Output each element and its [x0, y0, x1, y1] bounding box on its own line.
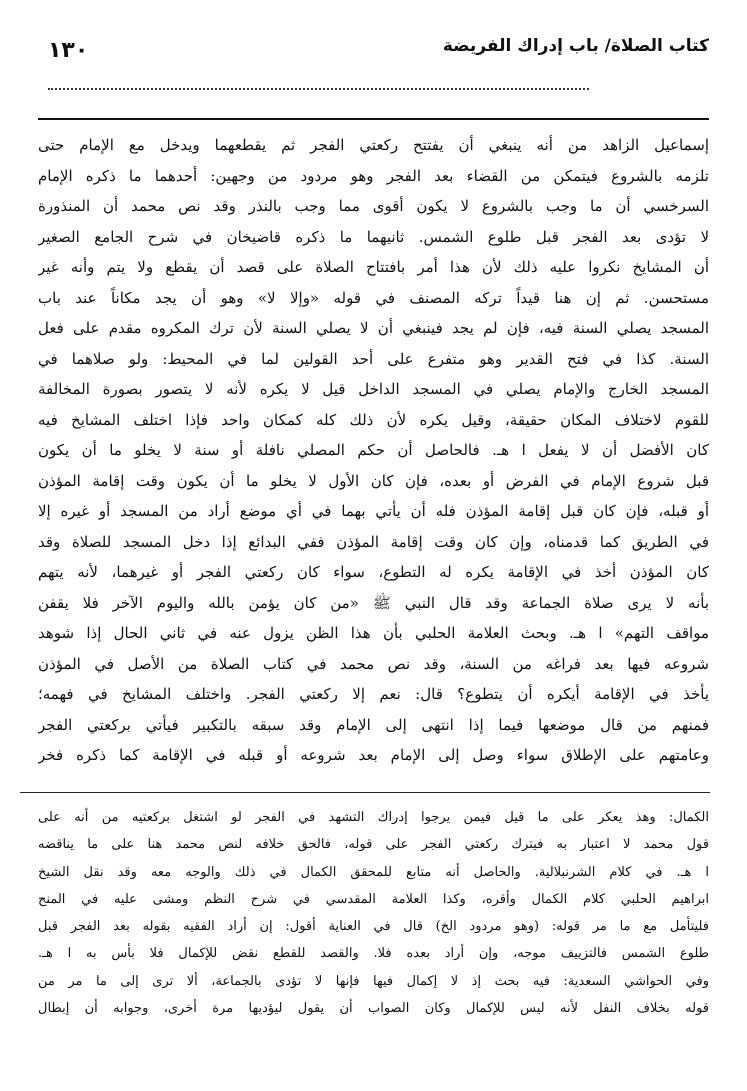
main-text-line: قبل شروع الإمام في الفرض أو بعده، فإن كان الأول لا يخلو ما أن يكون وقت إقامة المؤذن: [38, 471, 709, 490]
footnote-separator: [20, 792, 710, 793]
main-text-line: مستحسن. ثم إن هنا قيداً تركه المصنف في قوله «وإلا لا» وهو أن يجد مكاناً عند باب: [38, 288, 709, 307]
footnotes-section: [38, 804, 709, 1022]
main-text-line: تلزمه بالشروع فيتمكن من القضاء بعد الفجر وهو مردود من وجهين: أحدهما ما ذكره الإمام: [38, 166, 709, 185]
footnote-line: طلوع الشمس فالتزييف موجه، وإن أراد بعده فلا. والقصد للقطع نقض للإكمال فلا بأس به ا هـ.: [38, 946, 709, 962]
main-text-line: بأنه لا يرى صلاة الجماعة وقد قال النبي ﷺ «من كان يؤمن بالله واليوم الآخر فلا يقفن: [38, 593, 709, 612]
main-text-line: في الطريق كما قدمناه، وإن كان وقت إقامة المؤذن ففي البدائع إذا دخل المسجد للصلاة وقد: [38, 532, 709, 551]
main-text-line: للقوم لاختلاف المكان حقيقة، وقيل يكره لأن ذلك كله كمكان واحد فإذا اختلف المشايخ فيه: [38, 410, 709, 429]
dotted-separator: [48, 88, 589, 90]
main-text-line: إسماعيل الزاهد من أنه ينبغي أن يفتتح ركعتي الفجر ثم يقطعهما ويدخل مع الإمام حتى: [38, 136, 709, 154]
footnote-line: الكمال: وهذ يعكر على ما قيل فيمن يرجوا إدراك التشهد في الفجر لو اشتغل بركعتيه من أنه على: [38, 810, 709, 825]
page-number: ١٣٠: [48, 38, 89, 63]
main-text-line: كان الأفضل أن لا يفعل ا هـ. فالحاصل أن حكم المصلي نافلة أو سنة لا يخلو ما أن يكون: [38, 441, 709, 459]
main-text-line: وعامتهم على الإطلاق سواء وصل إلى الإمام بعد شروعه أو قبله في الإقامة كما ذكره فخر: [38, 746, 709, 764]
main-text-line: شروعه فيها بعد فراغه من السنة، وقد نص محمد في كتاب الصلاة من الأصل في المؤذن: [38, 654, 709, 673]
main-text-line: مواقف التهم» ا هـ. وبحث العلامة الحلبي بأن هذا الظن يزول عنه في ثاني الحال إذا شوهد: [38, 624, 709, 642]
footnote-line: فليتأمل مع ما مر قوله: (وهو مردود الخ) قال في العناية أقول: إن أراد الفقيه بقوله بعد الفجر قبل: [38, 919, 709, 935]
main-text-line: لا تؤدى بعد الفجر قبل طلوع الشمس. ثانيهما ما ذكره قاضيخان في شرح الجامع الصغير: [38, 227, 709, 246]
main-text-line: أو قبله، فإن كان قبل إقامة المؤذن فله أن يأتي بهما في أي موضع أراد من المسجد أو غيره إلا: [38, 502, 709, 520]
main-text-line: كان المؤذن أخذ في الإقامة يكره له التطوع، سواء كان ركعتي الفجر أو غيرهما، لأنه يتهم: [38, 563, 709, 581]
footnote-line: وفي الحواشي السعدية: فيه بحث إذ لا إكمال فيها فإنها لا تؤدى بالجماعة، ألا ترى إلى ما مر من: [38, 973, 709, 989]
main-text-line: المسجد يصلي السنة فيه، فإن لم يجد فينبغي أن لا يصلي السنة لأن ترك المكروه مقدم على فعل: [38, 319, 709, 337]
main-text-line: أن المشايخ نكروا عليه ذلك لأن هذا أمر بافتتاح الصلاة على قصد أن يقطع ولا يتم وأنه غير: [38, 258, 709, 276]
footnote-line: قوله بخلاف النفل لأنه ليس للإكمال وكان الصواب أن يقول ليؤديها مرة أخرى، وجوابه أن إبطال: [38, 1001, 709, 1017]
footnote-line: قول محمد لا اعتبار به فيترك ركعتي الفجر على قوله، فالحق خلافه لنص محمد هنا على ما يناقضه: [38, 837, 709, 853]
main-text-body: [38, 130, 709, 771]
main-text-line: فمنهم من قال موضعها فيما إذا انتهى إلى الإمام وقد سبقه بالتكبير فيأتي بركعتي الفجر: [38, 715, 709, 734]
page-header: [48, 34, 709, 68]
main-text-line: السنة. كذا في فتح القدير وهو متفرع على أحد القولين لما في المحيط: ولو صلاهما في: [38, 349, 709, 368]
main-text-line: المسجد الخارج والإمام يصلي في المسجد الداخل قيل لا يكره لأنه لا يتصور بصورة المخالفة: [38, 380, 709, 398]
running-title: كتاب الصلاة/ باب إدراك الفريضة: [442, 36, 709, 56]
header-rule: [38, 118, 709, 120]
footnote-line: ابراهيم الحلبي كلام الكمال وأقره، وكذا العلامة المقدسي في شرح النظم ومشى عليه في المنح: [38, 891, 709, 907]
main-text-line: يأخذ في الإقامة أيكره أن يتطوع؟ قال: نعم إلا ركعتي الفجر. واختلف المشايخ في فهمه؛: [38, 685, 709, 703]
main-text-line: السرخسي أن ما وجب بالشروع لا يكون أقوى مما وجب بالنذر وقد نص محمد أن المنذورة: [38, 197, 709, 215]
footnote-line: ا هـ. في كلام الشرنبلالية. والحاصل أنه متابع للمحقق الكمال في ذلك والوجه معه وقد نقل الشيخ: [38, 864, 709, 880]
